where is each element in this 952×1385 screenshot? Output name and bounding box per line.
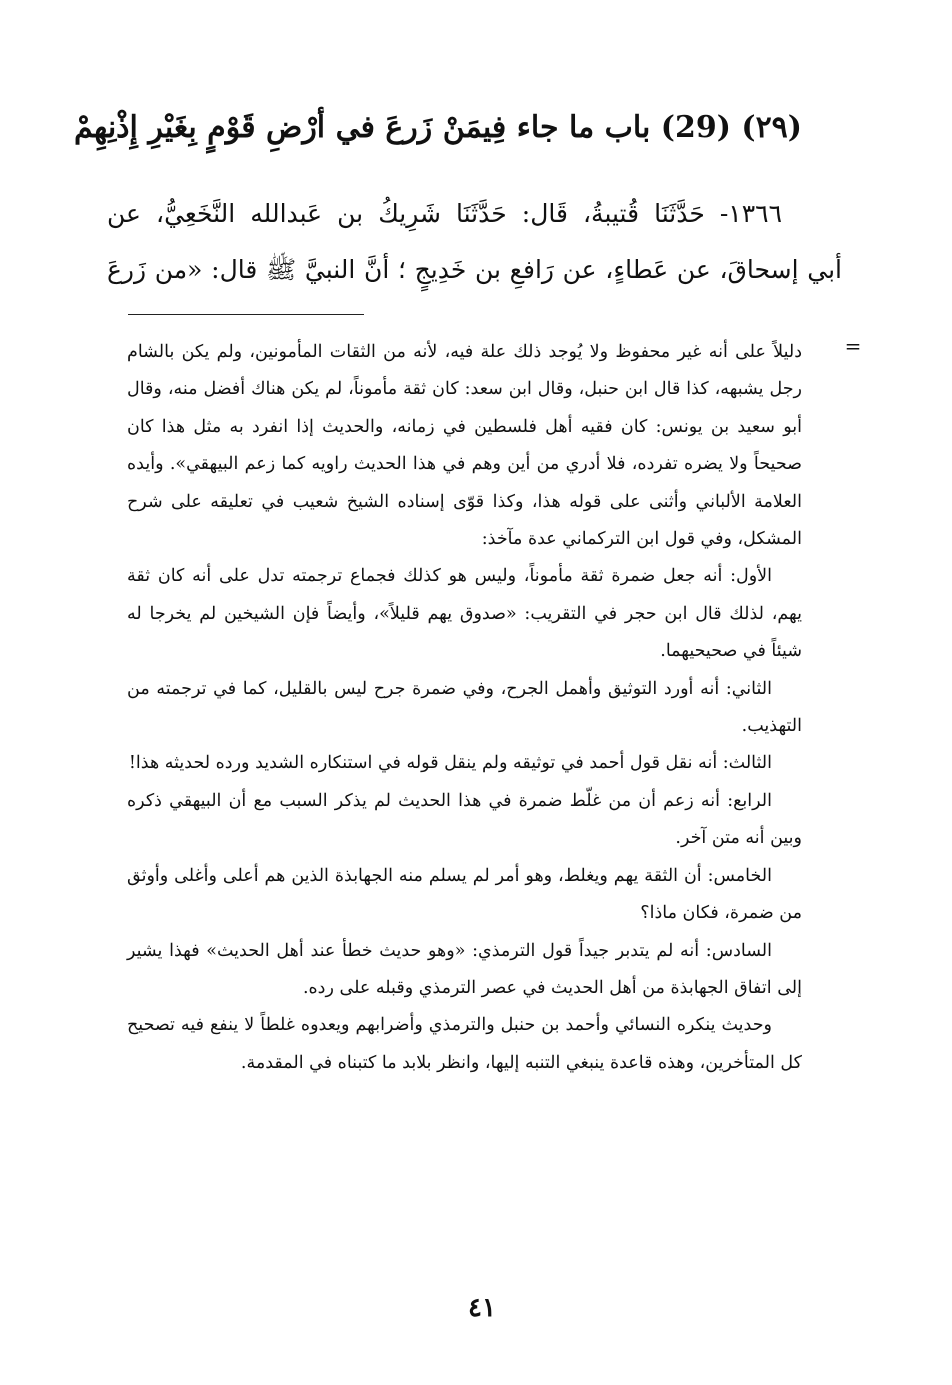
footnote-paragraph: الثالث: أنه نقل قول أحمد في توثيقه ولم ينقل قوله في استنكاره الشديد ورده لحديثه هذا! <box>128 753 772 774</box>
footnote-paragraph: الأول: أنه جعل ضمرة ثقة مأموناً، وليس هو كذلك فجماع ترجمته تدل على أنه كان ثقة يهم، لذلك قال ابن حجر في التقريب: «صدوق يهم قليلاً»، وأيضاً فإن الشيخين لم يخرجا له شيئاً في صحيحيهما. <box>127 566 802 662</box>
chapter-title: (٢٩) (29) باب ما جاء فِيمَنْ زَرعَ في أرْضِ قَوْمٍ بِغَيْرِ إِذْنِهِمْ <box>74 110 802 145</box>
footnote-separator <box>128 314 364 315</box>
page-number: ٤١ <box>468 1293 496 1323</box>
hadith-line-1: ١٣٦٦- حَدَّثَنَا قُتيبةُ، قَال: حَدَّثَنَا شَرِيكُ بن عَبدالله النَّخَعِيُّ، عن <box>107 199 782 228</box>
footnote-paragraph: الثاني: أنه أورد التوثيق وأهمل الجرح، وفي ضمرة جرح ليس بالقليل، كما في ترجمته من التهذيب. <box>127 678 802 737</box>
continuation-mark: = <box>844 334 862 358</box>
footnote-paragraph: السادس: أنه لم يتدبر جيداً قول الترمذي: «وهو حديث خطأ عند أهل الحديث» فهذا يشير إلى اتفاق الجهابذة من أهل الحديث في عصر الترمذي وقبله على رده. <box>127 940 802 998</box>
footnote-paragraph: وحديث ينكره النسائي وأحمد بن حنبل والترمذي وأضرابهم ويعدوه غلطاً لا ينفع فيه تصحيح كل المتأخرين، وهذه قاعدة ينبغي التنبه إليها، وانظر بلابد ما كتبناه في المقدمة. <box>127 1015 802 1073</box>
footnote-paragraph: الخامس: أن الثقة يهم ويغلط، وهو أمر لم يسلم منه الجهابذة الذين هم أعلى وأغلى وأوثق من ضمرة، فكان ماذا؟ <box>127 865 802 924</box>
footnote-paragraph: دليلاً على أنه غير محفوظ ولا يُوجد ذلك علة فيه، لأنه من الثقات المأمونين، ولم يكن بالشام رجل يشبهه، كذا قال ابن حنبل، وقال ابن سعد: كان ثقة مأموناً، لم يكن هناك أفضل منه، وقال أبو سعيد بن يونس: كان فقيه أهل فلسطين في زمانه، والحديث إذا انفرد به مثل هذا كان صحيحاً ولا يضره تفرده، فلا أدري من أين وهم في هذا الحديث راويه كما زعم البيهقي». وأيده العلامة الألباني وأثنى على قوله هذا، وكذا قوّى إسناده الشيخ شعيب في تعليقه على شرح المشكل، وفي قول ابن التركماني عدة مآخذ: <box>127 342 802 550</box>
footnote-paragraph: الرابع: أنه زعم أن من غلّط ضمرة في هذا الحديث لم يذكر السبب مع أن البيهقي ذكره وبين أنه متن آخر. <box>127 790 802 849</box>
hadith-text <box>107 186 842 298</box>
footnote <box>127 334 802 1082</box>
hadith-line-2: أبي إسحاقَ، عن عَطاءٍ، عن رَافعِ بن خَدِيجٍ ؛ أنَّ النبيَّ ﷺ قال: «من زَرعَ <box>107 255 842 284</box>
